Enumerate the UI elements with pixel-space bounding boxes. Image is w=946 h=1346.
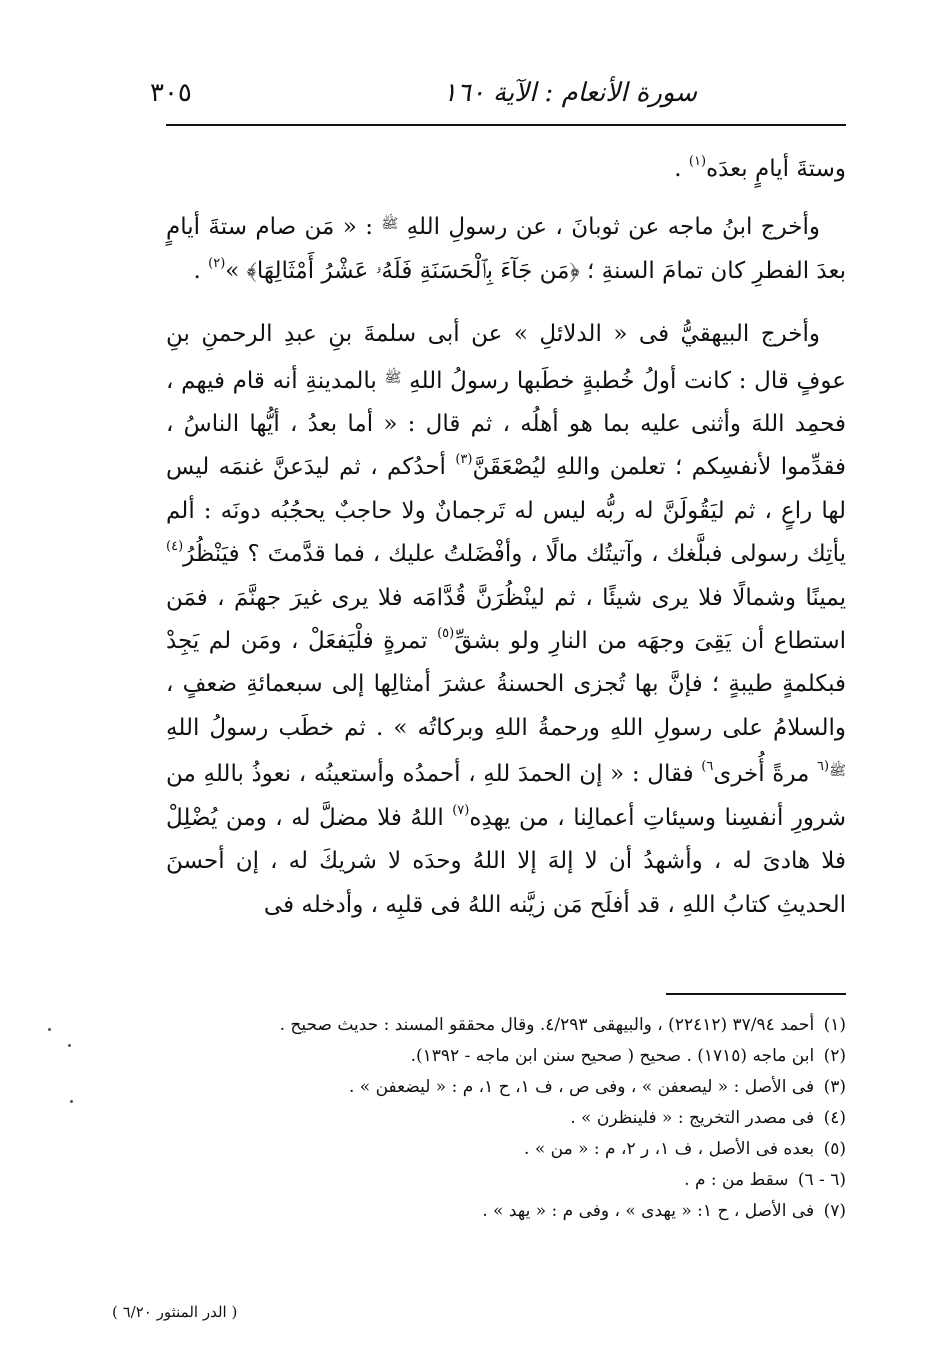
footnote-reference: (٧) (452, 802, 470, 818)
text-run: يمينًا وشمالًا فلا يرى شيئًا ، ثم لينْظُرَنَّ قُدَّامَه فلا يرى غيرَ جهنَّمَ ، فمَن استطاع أن يَقِىَ وجهَه من النارِ ولو بشقِّ (166, 584, 846, 655)
footnote-text: فى الأصل ، ح ١: « يهدى » ، وفى م : « يهد » . (482, 1201, 815, 1221)
scan-speck (68, 1044, 71, 1047)
footnote-reference: (٤) (166, 539, 184, 555)
footnote-reference: (٥) (437, 626, 455, 642)
footnote-number: (٣) (823, 1077, 846, 1097)
honorific-glyph: ﷺ (829, 763, 847, 780)
text-run: . (674, 156, 689, 182)
footnote-reference: (٦ (817, 759, 830, 775)
footnote-reference: ٦) (701, 759, 714, 775)
footnote-number: (٧) (823, 1201, 846, 1221)
text-run: أحدُكم ، ثم ليدَعنَّ غنمَه ليس لها راعٍ ، ثم ليَقُولَنَّ له ربُّه ليس له تَرجمانٌ ولا حاجبٌ يحجُبُه دونَه : ألم يأتِك رسولى فبلَّغك ، وآتيتُك مالًا ، وأفْضَلتُ عليك ، فما قدَّمتَ ؟ فيَنْظُرُ (166, 454, 846, 568)
footnote-text: فى الأصل : « ليصعفن » ، وفى ص ، ف ١، ح ١، م : « ليضعفن » . (348, 1077, 815, 1097)
footnote-text: أحمد ٣٧/٩٤ (٢٢٤١٢) ، والبيهقى ٤/٢٩٣. وقال محققو المسند : حديث صحيح . (279, 1015, 815, 1035)
footnote (166, 1103, 846, 1134)
paragraph (166, 148, 846, 191)
text-run: بالمدينةِ أنه قام فيهم ، فحمِد اللهَ وأثنى عليه بما هو أهلُه ، ثم قال : « أما بعدُ ، أيُّها الناسُ ، فقدِّموا لأنفسِكم ؛ تعلمن واللهِ ليُصْعَقَنَّ (166, 367, 846, 481)
text-run: وأخرج ابنُ ماجه عن ثوبانَ ، عن رسولِ اللهِ (398, 214, 820, 241)
footnote (166, 1010, 846, 1041)
volume-mark: ( الدر المنثور ٦/٢٠ ) (112, 1303, 238, 1321)
footnote-number: (١) (823, 1015, 846, 1035)
text-run: وستةَ أيامٍ بعدَه (706, 156, 846, 182)
text-run: : « مَن صام ستةَ أيامٍ بعدَ الفطرِ كان تمامَ السنةِ ؛ ﴿مَن جَآءَ بِٱلْحَسَنَةِ فَلَهُۥ عَشْرُ أَمْثَالِهَا﴾ » (166, 214, 846, 284)
scan-speck (48, 1028, 51, 1031)
footnote-reference: (٣) (455, 452, 473, 468)
footnotes (166, 1010, 846, 1227)
footnote (166, 1134, 846, 1165)
scan-speck (70, 1100, 73, 1103)
text-run: اللهُ فلا مضلَّ له ، ومن يُضْلِلْ فلا هادىَ له ، وأشهدُ أن لا إلهَ إلا اللهُ وحدَه لا شريكَ له ، إن أحسنَ الحديثِ كتابُ اللهِ ، قد أفلَح مَن زيَّنه اللهُ فى قلبِه ، وأدخله فى (166, 804, 846, 918)
header-rule (166, 124, 846, 126)
footnote-number: (٢) (823, 1046, 846, 1066)
body-text (166, 148, 846, 927)
honorific-glyph: ﷺ (384, 369, 402, 386)
footnote-reference: (١) (688, 154, 707, 169)
page-number: ٣٠٥ (150, 78, 192, 108)
footnote-number: (٥) (823, 1139, 846, 1159)
text-run: تمرةٍ فلْيَفعَلْ ، ومَن لم يَجِدْ فبكلمةٍ طيبةٍ ؛ فإنَّ بها تُجزى الحسنةُ عشرَ أمثالِها إلى سبعمائةِ ضعفٍ ، والسلامُ على رسولِ اللهِ ورحمةُ اللهِ وبركاتُه » . ثم خطَب رسولُ اللهِ (166, 628, 846, 741)
footnote-text: فى مصدر التخريج : « فلينظرن » . (570, 1108, 815, 1128)
footnote-number: (٤) (823, 1108, 846, 1128)
footnote-rule (666, 993, 846, 995)
text-run: فقال : « إن الحمدَ للهِ ، أحمدُه وأستعينُه ، نعوذُ باللهِ من شرورِ أنفسِنا وسيئاتِ أعمالِنا ، من يهدِه (166, 761, 847, 831)
text-run: . (193, 257, 209, 284)
honorific-glyph: ﷺ (381, 216, 399, 233)
footnote-reference: (٢) (208, 255, 226, 271)
footnote (166, 1165, 846, 1196)
paragraph (166, 313, 846, 927)
footnote-text: سقط من : م . (684, 1170, 789, 1190)
footnote-text: ابن ماجه (١٧١٥) . صحيح ( صحيح سنن ابن ماجه - ١٣٩٢). (410, 1046, 815, 1066)
footnote-text: بعده فى الأصل ، ف ١، ر ٢، م : « من » . (524, 1139, 815, 1159)
footnote (166, 1041, 846, 1072)
footnote (166, 1196, 846, 1227)
running-head: سورة الأنعام : الآية ١٦٠ (442, 78, 698, 108)
paragraph (166, 203, 846, 293)
footnote-number: (٦ - ٦) (797, 1170, 846, 1190)
text-run: وأخرج البيهقيُّ فى « الدلائلِ » عن أبى سلمةَ بنِ عبدِ الرحمنِ بنِ عوفٍ قال : كانت أولُ خُطبةٍ خطَبها رسولُ اللهِ (166, 321, 846, 394)
footnote (166, 1072, 846, 1103)
text-run: مرةً أُخرى (713, 761, 818, 788)
